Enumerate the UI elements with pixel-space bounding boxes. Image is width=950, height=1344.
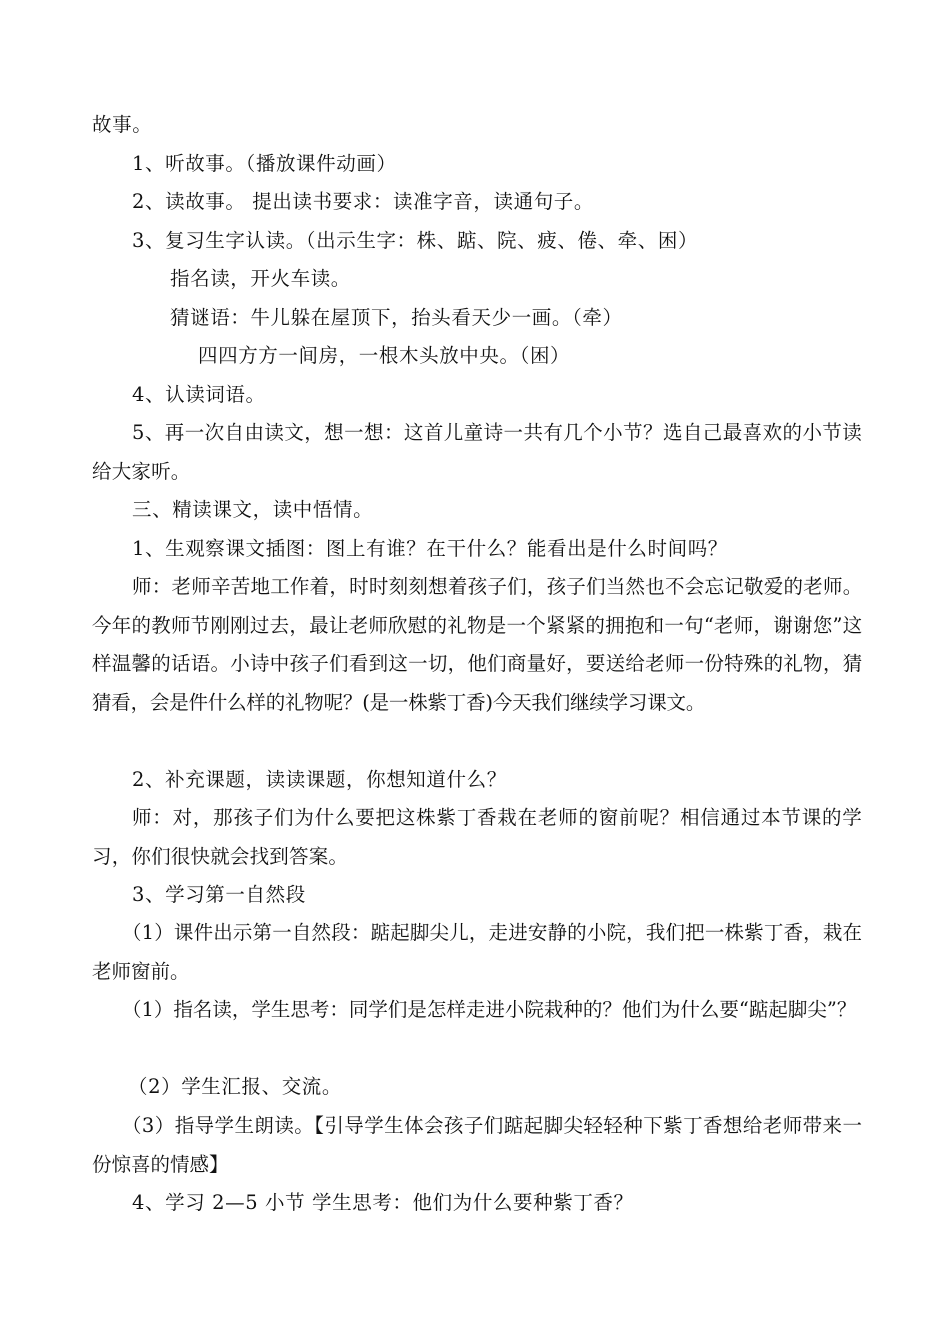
paragraph-named-reading-think: （1）指名读，学生思考：同学们是怎样走进小院栽种的？他们为什么要“踮起脚尖”？	[122, 998, 857, 1021]
paragraph-read-story: 2、读故事。 提出读书要求：读准字音，读通句子。	[132, 190, 595, 213]
paragraph-review-characters: 3、复习生字认读。（出示生字：株、踮、院、疲、倦、牵、困）	[132, 229, 699, 252]
paragraph-riddle-1: 猜谜语：牛儿躲在屋顶下，抬头看天少一画。（牵）	[170, 306, 623, 329]
paragraph-named-reading: 指名读，开火车读。	[170, 267, 351, 290]
paragraph-story: 故事。	[92, 113, 153, 136]
paragraph-student-report: （2）学生汇报、交流。	[128, 1075, 343, 1098]
paragraph-read-words: 4、认读词语。	[132, 383, 266, 406]
paragraph-teacher-question: 师：对，那孩子们为什么要把这株紫丁香栽在老师的窗前呢？相信通过本节课的学习，你们很快就会找到答案。	[92, 806, 862, 868]
paragraph-listen-story: 1、听故事。（播放课件动画）	[132, 152, 397, 175]
paragraph-study-first-section: 3、学习第一自然段	[132, 883, 306, 906]
paragraph-guide-reading: （3）指导学生朗读。【引导学生体会孩子们踮起脚尖轻轻种下紫丁香想给老师带来一份惊喜的情感】	[92, 1114, 862, 1176]
paragraph-supplement-title: 2、补充课题，读读课题，你想知道什么？	[132, 768, 507, 791]
paragraph-section-three-heading: 三、精读课文，读中悟情。	[132, 498, 374, 521]
paragraph-teacher-intro: 师：老师辛苦地工作着，时时刻刻想着孩子们，孩子们当然也不会忘记敬爱的老师。今年的教师节刚刚过去，最让老师欣慰的礼物是一个紧紧的拥抱和一句“老师，谢谢您”这样温馨的话语。小诗中孩子们看到这一切，他们商量好，要送给老师一份特殊的礼物，猜猜看，会是件什么样的礼物呢？(是一株紫丁香)今天我们继续学习课文。	[92, 575, 862, 714]
paragraph-observe-illustration: 1、生观察课文插图：图上有谁？在干什么？能看出是什么时间吗？	[132, 537, 728, 560]
paragraph-courseware-first-section: （1）课件出示第一自然段：踮起脚尖儿，走进安静的小院，我们把一株紫丁香，栽在老师窗前。	[92, 921, 862, 983]
paragraph-study-sections-2-5: 4、学习 2—5 小节 学生思考：他们为什么要种紫丁香？	[132, 1191, 634, 1214]
paragraph-riddle-2: 四四方方一间房，一根木头放中央。（困）	[198, 344, 571, 367]
paragraph-free-reading: 5、再一次自由读文，想一想：这首儿童诗一共有几个小节？选自己最喜欢的小节读给大家听。	[92, 421, 862, 483]
